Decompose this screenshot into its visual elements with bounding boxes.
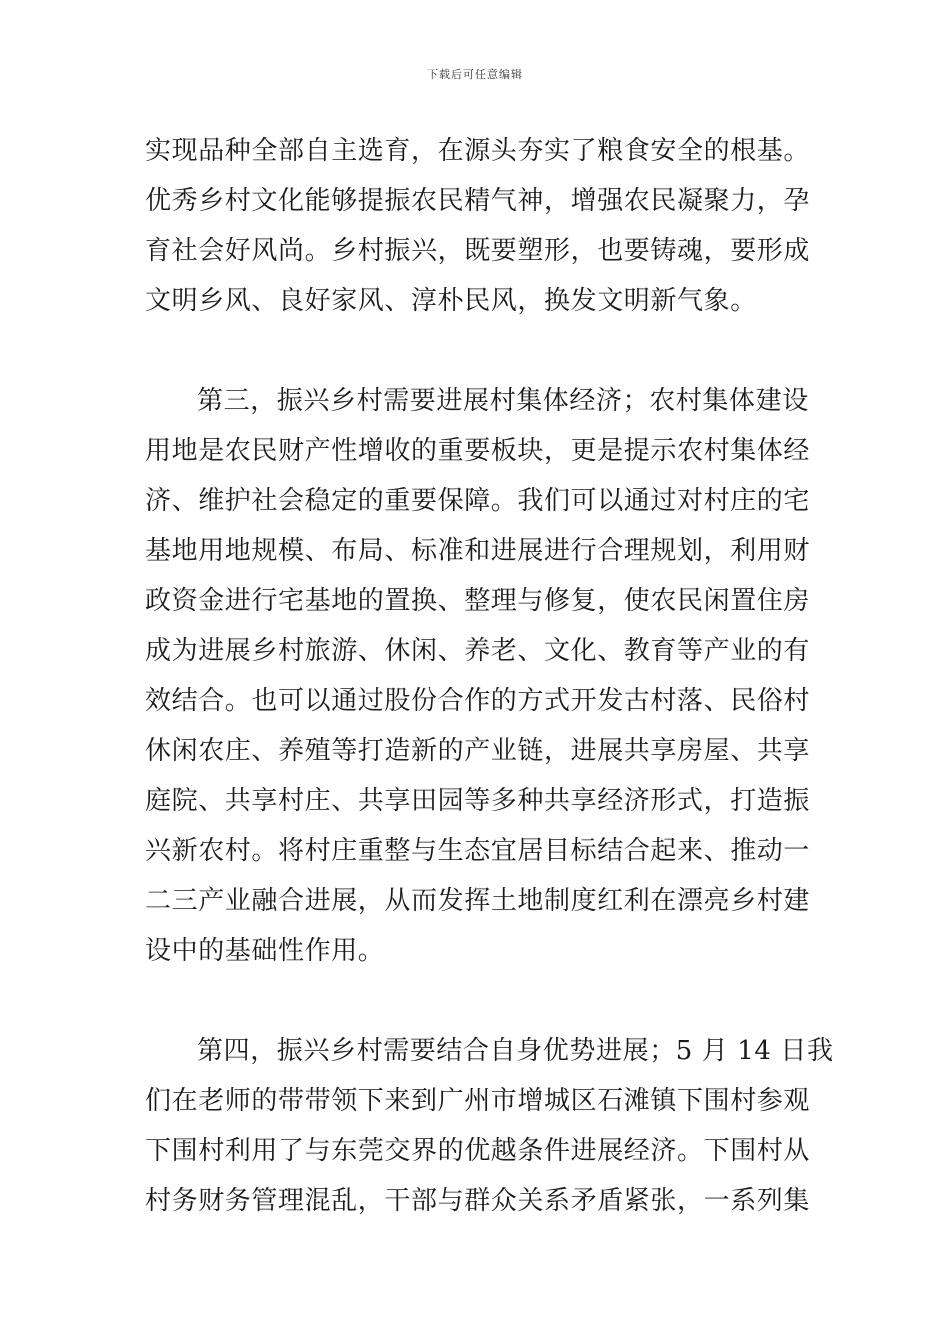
text-line: 庭院、共享村庄、共享田园等多种共享经济形式，打造振 [145, 786, 811, 816]
text-line: 兴新农村。将村庄重整与生态宜居目标结合起来、推动一 [145, 836, 811, 866]
text-line: 第三，振兴乡村需要进展村集体经济；农村集体建设 [197, 386, 809, 416]
text-line: 设中的基础性作用。 [145, 936, 385, 966]
text-line: 政资金进行宅基地的置换、整理与修复，使农民闲置住房 [145, 586, 811, 616]
text-line: 二三产业融合进展，从而发挥土地制度红利在漂亮乡村建 [145, 886, 811, 916]
text-line: 育社会好风尚。乡村振兴，既要塑形，也要铸魂，要形成 [145, 236, 811, 266]
text-line: 休闲农庄、养殖等打造新的产业链，进展共享房屋、共享 [145, 736, 811, 766]
text-line: 村务财务管理混乱，干部与群众关系矛盾紧张，一系列集 [145, 1186, 811, 1216]
text-line: 用地是农民财产性增收的重要板块，更是提示农村集体经 [145, 436, 811, 466]
text-line: 们在老师的带带领下来到广州市增城区石滩镇下围村参观 [145, 1086, 811, 1116]
text-line: 第四，振兴乡村需要结合自身优势进展；5 月 14 日我 [197, 1036, 834, 1066]
text-line: 文明乡风、良好家风、淳朴民风，换发文明新气象。 [145, 286, 757, 316]
document-body [145, 126, 834, 1226]
text-line: 济、维护社会稳定的重要保障。我们可以通过对村庄的宅 [145, 486, 811, 516]
paragraph-spacer [145, 326, 810, 376]
text-line: 基地用地规模、布局、标准和进展进行合理规划，利用财 [145, 536, 811, 566]
paragraph [145, 126, 810, 326]
text-line: 成为进展乡村旅游、休闲、养老、文化、教育等产业的有 [145, 636, 811, 666]
page-header: 下载后可任意编辑 [427, 68, 523, 81]
text-line: 下围村利用了与东莞交界的优越条件进展经济。下围村从 [145, 1136, 811, 1166]
paragraph [145, 1026, 834, 1226]
paragraph [145, 376, 810, 976]
paragraph-spacer [145, 976, 810, 1026]
text-line: 优秀乡村文化能够提振农民精气神，增强农民凝聚力，孕 [145, 186, 811, 216]
text-line: 效结合。也可以通过股份合作的方式开发古村落、民俗村 [145, 686, 811, 716]
text-line: 实现品种全部自主选育，在源头夯实了粮食安全的根基。 [145, 136, 811, 166]
